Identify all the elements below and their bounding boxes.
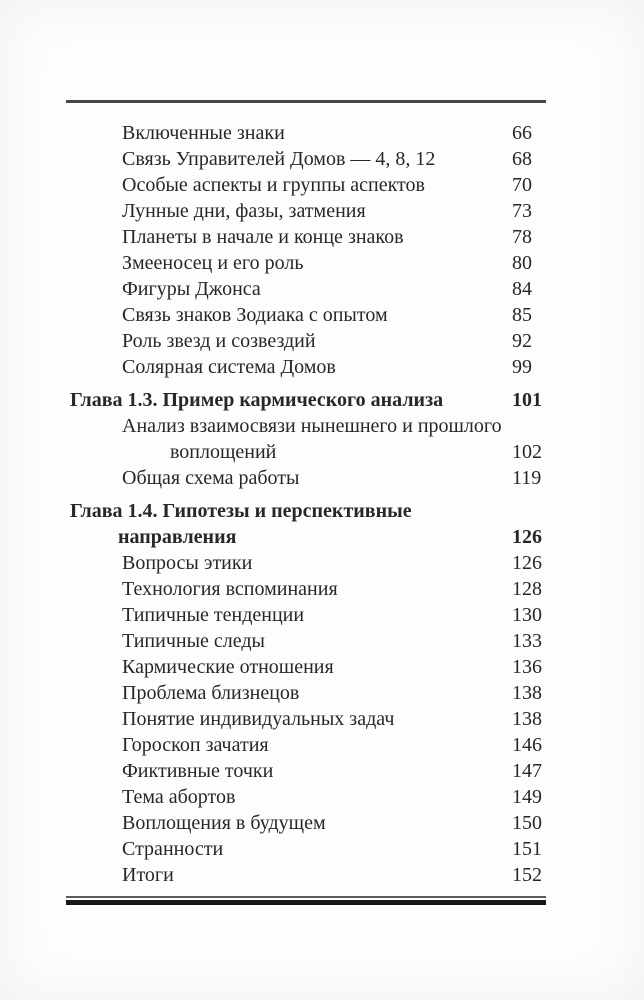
toc-entry-title xyxy=(66,354,512,380)
toc-entry-page-number: 150 xyxy=(512,812,542,834)
toc-entry-title-line: Глава 1.4. Гипотезы и перспективные xyxy=(70,500,412,522)
toc-entry-title xyxy=(66,784,512,810)
toc-entry-page-number: 152 xyxy=(512,864,542,886)
toc-entry xyxy=(66,836,546,862)
toc-entry-title xyxy=(66,328,512,354)
toc-entry-page-number: 151 xyxy=(512,838,542,860)
toc-entry-title-line: Фигуры Джонса xyxy=(122,278,261,300)
toc-entry xyxy=(66,354,546,380)
toc-entry-page-number: 147 xyxy=(512,760,542,782)
toc-entry xyxy=(66,498,546,550)
toc-entry xyxy=(66,172,546,198)
toc-entry-title xyxy=(66,602,512,628)
toc-content-area xyxy=(66,100,546,905)
bottom-rule xyxy=(66,896,546,905)
toc-entry-title xyxy=(66,465,512,491)
toc-entry-title xyxy=(66,758,512,784)
toc-entry-title-line: Технология вспоминания xyxy=(122,578,338,600)
toc-entry-page-number: 128 xyxy=(512,578,542,600)
toc-entry-page-number: 80 xyxy=(512,252,532,274)
toc-entry xyxy=(66,328,546,354)
toc-entry xyxy=(66,680,546,706)
toc-entry xyxy=(66,732,546,758)
toc-entry xyxy=(66,276,546,302)
toc-entry-title-line: Кармические отношения xyxy=(122,656,334,678)
toc-entry-page-number: 101 xyxy=(512,389,542,411)
toc-entry-page-number: 70 xyxy=(512,174,532,196)
toc-entry-title xyxy=(66,172,512,198)
toc-entry-title-line: Вопросы этики xyxy=(122,552,253,574)
toc-entry-title xyxy=(66,836,512,862)
toc-entry-page-number: 92 xyxy=(512,330,532,352)
toc-entry-title xyxy=(66,680,512,706)
toc-entry xyxy=(66,810,546,836)
toc-entry-title-line: Связь Управителей Домов — 4, 8, 12 xyxy=(122,148,436,170)
toc-entry-title xyxy=(66,576,512,602)
toc-entry xyxy=(66,550,546,576)
toc-entry-title-line: Солярная система Домов xyxy=(122,356,336,378)
toc-entry xyxy=(66,784,546,810)
toc-entry-title xyxy=(66,706,512,732)
toc-entry-page-number: 68 xyxy=(512,148,532,170)
toc-entry-title-line: Планеты в начале и конце знаков xyxy=(122,226,404,248)
toc-entry xyxy=(66,146,546,172)
toc-entry xyxy=(66,250,546,276)
toc-entry xyxy=(66,120,546,146)
toc-entry-title-line: Включенные знаки xyxy=(122,122,285,144)
toc-entry xyxy=(66,198,546,224)
toc-entry-title-line: Лунные дни, фазы, затмения xyxy=(122,200,366,222)
toc-entry-page-number: 85 xyxy=(512,304,532,326)
toc-entry xyxy=(66,862,546,888)
toc-entry-title-line: Глава 1.3. Пример кармического анализа xyxy=(70,389,444,411)
toc-entry-title-line: Змееносец и его роль xyxy=(122,252,304,274)
toc-entry-page-number: 146 xyxy=(512,734,542,756)
toc-entry xyxy=(66,413,546,465)
toc-entry-title-line: Типичные следы xyxy=(122,630,265,652)
toc-entry xyxy=(66,465,546,491)
toc-entry-title xyxy=(66,198,512,224)
toc-entry-page-number: 133 xyxy=(512,630,542,652)
toc-entry xyxy=(66,628,546,654)
toc-entry xyxy=(66,602,546,628)
toc-entry xyxy=(66,706,546,732)
toc-entry-title-line: Гороскоп зачатия xyxy=(122,734,269,756)
toc-entry xyxy=(66,576,546,602)
toc-entry-title xyxy=(66,498,512,550)
toc-entry-title xyxy=(66,387,512,413)
toc-entry-title xyxy=(66,810,512,836)
toc-entry-title xyxy=(66,276,512,302)
toc-entry-title xyxy=(66,224,512,250)
toc-entry-page-number: 99 xyxy=(512,356,532,378)
toc-entry-title-line: Понятие индивидуальных задач xyxy=(122,708,395,730)
toc-entry-page-number: 138 xyxy=(512,708,542,730)
toc-entry-page-number: 73 xyxy=(512,200,532,222)
bottom-rule-thin xyxy=(66,896,546,898)
toc-entry-title-line: направления xyxy=(118,526,237,548)
toc-entry-page-number: 66 xyxy=(512,122,532,144)
toc-entry-page-number: 102 xyxy=(512,441,542,463)
toc-entry-title-line: Проблема близнецов xyxy=(122,682,300,704)
toc-entry-title xyxy=(66,862,512,888)
toc-entry-page-number: 84 xyxy=(512,278,532,300)
toc-entry-page-number: 149 xyxy=(512,786,542,808)
toc-entry xyxy=(66,758,546,784)
toc-entry-title xyxy=(66,146,512,172)
toc-entry-title-line: Фиктивные точки xyxy=(122,760,274,782)
toc-entry-page-number: 126 xyxy=(512,552,542,574)
toc-entry-title-line: Особые аспекты и группы аспектов xyxy=(122,174,425,196)
toc-entry-title-line: Итоги xyxy=(122,864,174,886)
toc-entry-page-number: 138 xyxy=(512,682,542,704)
bottom-rule-thick xyxy=(66,900,546,905)
toc-entry-page-number: 136 xyxy=(512,656,542,678)
toc-entry-title-line: Общая схема работы xyxy=(122,467,300,489)
toc-entry-page-number: 126 xyxy=(512,526,542,548)
table-of-contents xyxy=(66,103,546,888)
toc-entry-title xyxy=(66,250,512,276)
toc-entry-page-number: 130 xyxy=(512,604,542,626)
toc-entry-title-line: Роль звезд и созвездий xyxy=(122,330,316,352)
toc-entry-page-number: 119 xyxy=(512,467,542,489)
toc-entry-page-number: 78 xyxy=(512,226,532,248)
toc-entry-title xyxy=(66,302,512,328)
toc-entry-title-line: воплощений xyxy=(170,441,277,463)
toc-entry-title-line: Типичные тенденции xyxy=(122,604,305,626)
toc-entry xyxy=(66,224,546,250)
toc-entry-title-line: Связь знаков Зодиака с опытом xyxy=(122,304,388,326)
toc-entry-title-line: Анализ взаимосвязи нынешнего и прошлого xyxy=(122,415,502,437)
toc-entry xyxy=(66,302,546,328)
toc-entry-title xyxy=(66,413,512,465)
toc-entry-title-line: Странности xyxy=(122,838,224,860)
toc-entry xyxy=(66,654,546,680)
toc-entry-title xyxy=(66,550,512,576)
toc-entry-title xyxy=(66,732,512,758)
toc-entry-title-line: Воплощения в будущем xyxy=(122,812,326,834)
toc-entry-title-line: Тема абортов xyxy=(122,786,236,808)
toc-entry-title xyxy=(66,628,512,654)
toc-entry-title xyxy=(66,120,512,146)
toc-entry-title xyxy=(66,654,512,680)
toc-entry xyxy=(66,387,546,413)
